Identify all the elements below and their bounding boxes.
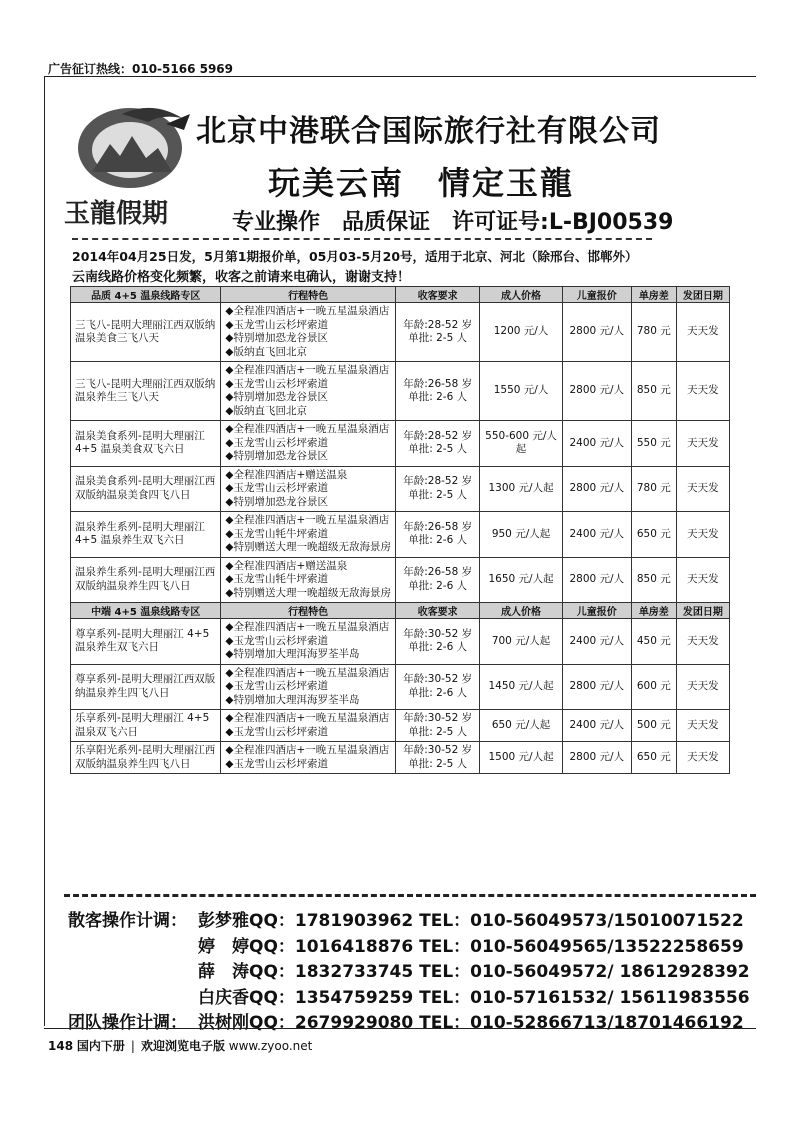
contact-row (68, 932, 750, 958)
table-row (71, 466, 730, 512)
child-price: 2800 元/人 (562, 466, 631, 512)
route-features (221, 421, 396, 467)
booking-requirements (395, 557, 479, 603)
route-name: 三飞八-昆明大理丽江西双版纳温泉养生三飞八天 (71, 362, 221, 421)
adult-price: 1650 元/人起 (480, 557, 562, 603)
contact-name: 洪树刚 (198, 1013, 249, 1033)
feature-item: ◆特别增加恐龙谷景区 (225, 450, 328, 462)
table-row (71, 710, 730, 742)
feature-item: ◆玉龙雪山牦牛坪索道 (225, 527, 328, 540)
requirement-item: 年龄:30-52 岁 (403, 744, 473, 756)
license-number: 许可证号:L-BJ00539 (452, 210, 674, 235)
feature-item: ◆版纳直飞回北京 (225, 404, 307, 417)
departure-date: 天天发 (676, 664, 729, 710)
feature-item: ◆版纳直飞回北京 (225, 345, 307, 358)
feature-item: ◆玉龙雪山云杉坪索道 (225, 725, 328, 738)
child-price: 2400 元/人 (562, 619, 631, 665)
column-header: 成人价格 (480, 603, 562, 619)
route-name: 温泉美食系列-昆明大理丽江 4+5 温泉美食双飞六日 (71, 421, 221, 467)
adult-price: 1500 元/人起 (480, 742, 562, 774)
route-name: 温泉养生系列-昆明大理丽江 4+5 温泉养生双飞六日 (71, 512, 221, 558)
route-name: 乐享系列-昆明大理丽江 4+5 温泉双飞六日 (71, 710, 221, 742)
child-price: 2800 元/人 (562, 664, 631, 710)
adult-price: 950 元/人起 (480, 512, 562, 558)
requirement-item: 单批: 2-6 人 (408, 534, 468, 547)
feature-item: ◆全程准四酒店+一晚五星温泉酒店 (225, 364, 390, 376)
contact-list (68, 906, 750, 1034)
requirement-item: 单批: 2-6 人 (408, 391, 468, 403)
feature-item: ◆玉龙雪山云杉坪索道 (225, 757, 328, 770)
feature-item: ◆全程准四酒店+一晚五星温泉酒店 (225, 423, 390, 435)
booking-requirements (395, 362, 479, 421)
contact-name: 薛 涛 (198, 962, 249, 982)
dashed-divider (72, 238, 652, 240)
requirement-item: 年龄:26-58 岁 (403, 566, 473, 579)
table-row (71, 557, 730, 603)
single-supplement: 600 元 (631, 664, 676, 710)
route-name: 尊享系列-昆明大理丽江西双版纳温泉养生四飞八日 (71, 664, 221, 710)
requirement-item: 年龄:28-52 岁 (403, 318, 473, 331)
ad-hotline: 广告征订热线：010-5166 5969 (48, 62, 234, 76)
section-header-row (71, 603, 730, 619)
notice-line-1: 2014年04月25日发，5月第1期报价单，05月03-5月20号，适用于北京、河北（除邢台、邯郸外） (72, 249, 638, 264)
requirement-item: 年龄:28-52 岁 (403, 429, 473, 442)
notice-line-2: 云南线路价格变化频繁，收客之前请来电确认，谢谢支持！ (72, 270, 411, 285)
contact-row (68, 957, 750, 983)
route-name: 乐享阳光系列-昆明大理丽江西双版纳温泉养生四飞八日 (71, 742, 221, 774)
route-features (221, 710, 396, 742)
table-row (71, 421, 730, 467)
requirement-item: 年龄:30-52 岁 (403, 673, 473, 686)
column-header: 发团日期 (676, 603, 729, 619)
company-logo (62, 100, 212, 235)
slogan (268, 158, 608, 204)
adult-price: 1550 元/人 (480, 362, 562, 421)
booking-requirements (395, 466, 479, 512)
column-header: 儿童报价 (562, 287, 631, 303)
child-price: 2400 元/人 (562, 512, 631, 558)
footer-section: 国内下册 (76, 1039, 125, 1053)
requirement-item: 单批: 2-5 人 (408, 757, 468, 770)
table-row (71, 303, 730, 362)
contact-name: 白庆香 (198, 987, 249, 1008)
page-number: 148 (48, 1039, 74, 1053)
contact-qq: QQ：1781903962 (249, 911, 414, 931)
booking-requirements (395, 512, 479, 558)
column-header: 收客要求 (395, 287, 479, 303)
contact-qq: QQ：2679929080 (249, 1013, 414, 1033)
feature-item: ◆特别赠送大理一晚超级无敌海景房 (225, 541, 391, 553)
departure-date: 天天发 (676, 362, 729, 421)
section-title: 品质 4+5 温泉线路专区 (71, 287, 221, 303)
child-price: 2400 元/人 (562, 710, 631, 742)
contact-row (68, 983, 750, 1009)
booking-requirements (395, 710, 479, 742)
contact-tel: TEL：010-56049573/15010071522 (419, 911, 744, 931)
table-row (71, 619, 730, 665)
feature-item: ◆特别增加大理洱海罗荃半岛 (225, 648, 360, 660)
column-header: 儿童报价 (562, 603, 631, 619)
column-header: 成人价格 (480, 287, 562, 303)
contact-qq: QQ：1354759259 (249, 987, 414, 1008)
slogan-part: 情定玉龍 (438, 164, 575, 202)
single-supplement: 450 元 (631, 619, 676, 665)
departure-date: 天天发 (676, 742, 729, 774)
adult-price: 1200 元/人 (480, 303, 562, 362)
dashed-divider-bottom (64, 894, 756, 897)
adult-price: 1450 元/人起 (480, 664, 562, 710)
feature-item: ◆全程准四酒店+一晚五星温泉酒店 (225, 744, 390, 756)
feature-item: ◆全程准四酒店+一晚五星温泉酒店 (225, 712, 390, 724)
requirement-item: 年龄:28-52 岁 (403, 475, 473, 488)
top-rule (44, 76, 756, 77)
slogan-part: 玩美云南 (268, 164, 405, 202)
feature-item: ◆全程准四酒店+赠送温泉 (225, 468, 348, 481)
requirement-item: 年龄:26-58 岁 (403, 377, 473, 390)
departure-date: 天天发 (676, 710, 729, 742)
left-rule (44, 76, 45, 1026)
contact-name: 彭梦雅 (198, 911, 249, 931)
feature-item: ◆特别增加恐龙谷景区 (225, 332, 328, 344)
requirement-item: 年龄:30-52 岁 (403, 627, 473, 640)
child-price: 2400 元/人 (562, 421, 631, 467)
departure-date: 天天发 (676, 303, 729, 362)
contact-row (68, 906, 750, 932)
departure-date: 天天发 (676, 619, 729, 665)
feature-item: ◆玉龙雪山云杉坪索道 (225, 680, 328, 692)
requirement-item: 年龄:30-52 岁 (403, 712, 473, 724)
feature-item: ◆玉龙雪山云杉坪索道 (225, 318, 328, 331)
departure-date: 天天发 (676, 421, 729, 467)
single-supplement: 850 元 (631, 557, 676, 603)
feature-item: ◆玉龙雪山云杉坪索道 (225, 482, 328, 494)
child-price: 2800 元/人 (562, 303, 631, 362)
adult-price: 550-600 元/人起 (480, 421, 562, 467)
booking-requirements (395, 742, 479, 774)
feature-item: ◆全程准四酒店+一晚五星温泉酒店 (225, 621, 390, 633)
column-header: 行程特色 (221, 287, 396, 303)
price-table (70, 286, 730, 774)
feature-item: ◆玉龙雪山云杉坪索道 (225, 377, 328, 390)
contact-qq: QQ：1016418876 (249, 936, 414, 957)
route-features (221, 362, 396, 421)
column-header: 行程特色 (221, 603, 396, 619)
table-row (71, 664, 730, 710)
departure-date: 天天发 (676, 512, 729, 558)
route-name: 尊享系列-昆明大理丽江 4+5 温泉养生双飞六日 (71, 619, 221, 665)
requirement-item: 单批: 2-5 人 (408, 488, 468, 501)
footer-rule (44, 1028, 756, 1029)
contact-tel: TEL：010-52866713/18701466192 (419, 1013, 744, 1033)
feature-item: ◆玉龙雪山牦牛坪索道 (225, 573, 328, 585)
booking-requirements (395, 303, 479, 362)
contact-role: 散客操作计调： (68, 911, 187, 931)
feature-item: ◆玉龙雪山云杉坪索道 (225, 436, 328, 449)
feature-item: ◆全程准四酒店+一晚五星温泉酒店 (225, 666, 390, 679)
logo-text: 玉龍假期 (64, 199, 169, 229)
section-title: 中端 4+5 温泉线路专区 (71, 603, 221, 619)
requirement-item: 单批: 2-5 人 (408, 443, 468, 456)
route-features (221, 664, 396, 710)
requirement-item: 单批: 2-6 人 (408, 686, 468, 699)
requirement-item: 单批: 2-6 人 (408, 579, 468, 592)
route-features (221, 466, 396, 512)
single-supplement: 650 元 (631, 512, 676, 558)
contact-role: 团队操作计调： (68, 1013, 187, 1033)
departure-date: 天天发 (676, 557, 729, 603)
route-features (221, 619, 396, 665)
single-supplement: 850 元 (631, 362, 676, 421)
table-row (71, 512, 730, 558)
child-price: 2800 元/人 (562, 557, 631, 603)
route-name: 三飞八-昆明大理丽江西双版纳温泉美食三飞八天 (71, 303, 221, 362)
feature-item: ◆特别增加恐龙谷景区 (225, 495, 328, 508)
requirement-item: 单批: 2-5 人 (408, 332, 468, 344)
feature-item: ◆特别增加恐龙谷景区 (225, 391, 328, 403)
child-price: 2800 元/人 (562, 362, 631, 421)
contact-name: 婷 婷 (198, 936, 249, 957)
license-item: 品质保证 (342, 210, 431, 235)
footer-welcome: 欢迎浏览电子版 (140, 1039, 225, 1053)
route-features (221, 742, 396, 774)
license-line (232, 205, 695, 236)
adult-price: 1300 元/人起 (480, 466, 562, 512)
requirement-item: 单批: 2-5 人 (408, 725, 468, 738)
feature-item: ◆特别赠送大理一晚超级无敌海景房 (225, 586, 391, 599)
single-supplement: 550 元 (631, 421, 676, 467)
route-features (221, 557, 396, 603)
column-header: 收客要求 (395, 603, 479, 619)
route-features (221, 303, 396, 362)
contact-tel: TEL：010-56049572/ 18612928392 (419, 962, 750, 982)
contact-row (68, 1008, 750, 1034)
company-name: 北京中港联合国际旅行社有限公司 (196, 114, 661, 149)
license-item: 专业操作 (232, 210, 321, 235)
child-price: 2800 元/人 (562, 742, 631, 774)
feature-item: ◆特别增加大理洱海罗荃半岛 (225, 693, 360, 706)
contact-tel: TEL：010-57161532/ 15611983556 (419, 987, 750, 1008)
feature-item: ◆全程准四酒店+赠送温泉 (225, 559, 348, 572)
table-row (71, 742, 730, 774)
single-supplement: 500 元 (631, 710, 676, 742)
adult-price: 700 元/人起 (480, 619, 562, 665)
feature-item: ◆玉龙雪山云杉坪索道 (225, 634, 328, 647)
single-supplement: 650 元 (631, 742, 676, 774)
requirement-item: 单批: 2-6 人 (408, 641, 468, 654)
footer-website-link[interactable]: www.zyoo.net (228, 1039, 313, 1053)
column-header: 发团日期 (676, 287, 729, 303)
section-header-row (71, 287, 730, 303)
departure-date: 天天发 (676, 466, 729, 512)
booking-requirements (395, 421, 479, 467)
adult-price: 650 元/人起 (480, 710, 562, 742)
single-supplement: 780 元 (631, 466, 676, 512)
contact-tel: TEL：010-56049565/13522258659 (419, 936, 744, 957)
booking-requirements (395, 619, 479, 665)
feature-item: ◆全程准四酒店+一晚五星温泉酒店 (225, 514, 390, 526)
route-features (221, 512, 396, 558)
column-header: 单房差 (631, 603, 676, 619)
route-name: 温泉养生系列-昆明大理丽江西双版纳温泉养生四飞八日 (71, 557, 221, 603)
requirement-item: 年龄:26-58 岁 (403, 520, 473, 533)
booking-requirements (395, 664, 479, 710)
feature-item: ◆全程准四酒店+一晚五星温泉酒店 (225, 305, 390, 317)
column-header: 单房差 (631, 287, 676, 303)
route-name: 温泉美食系列-昆明大理丽江西双版纳温泉美食四飞八日 (71, 466, 221, 512)
table-row (71, 362, 730, 421)
contact-qq: QQ：1832733745 (249, 962, 414, 982)
single-supplement: 780 元 (631, 303, 676, 362)
page-footer: 148 国内下册 | 欢迎浏览电子版 www.zyoo.net (48, 1039, 313, 1053)
